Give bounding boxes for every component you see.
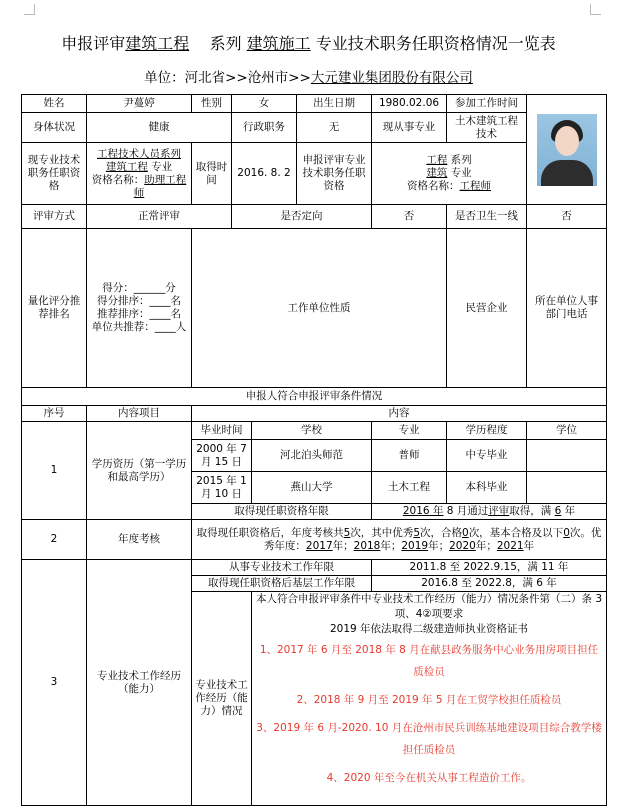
current-qual-value <box>87 143 192 205</box>
annual-excellent: 5 <box>413 526 420 539</box>
review-method-value: 正常评审 <box>87 205 232 229</box>
unit-company: 大元建业集团股份有限公司 <box>310 70 473 86</box>
exp-detail-content <box>252 592 607 806</box>
score-order-unit: 名 <box>170 295 181 307</box>
annual-text-2: 次，其中优秀 <box>350 526 414 539</box>
current-qual-series: 工程技术人员系列 <box>97 147 181 160</box>
annual-year-suffix: 年 <box>332 539 344 552</box>
exp-item-1: 1、2017 年 6 月至 2018 年 8 月在献县政务服务中心业务用房项目担任质检员 <box>259 644 599 678</box>
section-header: 申报人符合申报评审条件情况 <box>22 388 607 406</box>
name-value: 尹蔓婷 <box>87 95 192 113</box>
qual-years-month: 8 月通过 <box>446 505 489 517</box>
admin-post-label: 行政职务 <box>232 113 297 143</box>
annual-text-4: 次，基本合格及以下 <box>468 526 564 539</box>
current-major-value: 土木建筑工程技术 <box>447 113 527 143</box>
score-rank-fields: 得分：______分 得分排序：____名 推荐排序：____名 单位共推荐：____人 <box>87 229 192 388</box>
exp-row-1 <box>22 560 607 576</box>
annual-year-suffix: 年 <box>475 539 487 552</box>
title-suffix: 专业技术职务任职资格情况一览表 <box>315 34 556 53</box>
edu-item: 学历资历（第一学历和最高学历） <box>87 422 192 520</box>
apply-qual-label: 申报评审专业技术职务任职资格 <box>297 143 372 205</box>
title-prefix: 申报评审 <box>61 34 126 53</box>
qual-years-mid: 取得，满 <box>509 505 552 517</box>
annual-text-1: 取得现任职资格后，年度考核共 <box>196 526 344 539</box>
score-row <box>22 229 607 388</box>
score-rank-label: 量化评分推荐排名 <box>22 229 87 388</box>
annual-year: 2018 <box>353 539 381 552</box>
edu-1-level: 中专毕业 <box>447 440 527 472</box>
current-major-label: 现从事专业 <box>372 113 447 143</box>
title-mid: 系列 <box>209 34 242 53</box>
exp-item: 专业技术工作经历（能力） <box>87 560 192 806</box>
health-label: 身体状况 <box>22 113 87 143</box>
annual-pass: 0 <box>462 526 469 539</box>
title-field-series: 建筑工程 <box>125 34 190 53</box>
unit-province: 河北省 <box>184 70 226 86</box>
edu-no: 1 <box>22 422 87 520</box>
score-unit: 分 <box>165 282 176 294</box>
exp-years-value: 2011.8 至 2022.9.15，满 11 年 <box>372 560 607 576</box>
edu-1-school: 河北泊头师范 <box>252 440 372 472</box>
apply-qual-name-label: 资格名称： <box>407 180 460 192</box>
col-content: 内容 <box>192 406 607 422</box>
current-qual-label: 现专业技术职务任职资格 <box>22 143 87 205</box>
exp-certificate: 2019 年依法取得二级建造师执业资格证书 <box>329 623 529 635</box>
annual-no: 2 <box>22 520 87 560</box>
annual-year: 2021 <box>496 539 524 552</box>
edu-2-major: 土木工程 <box>372 472 447 504</box>
unit-sep: >> <box>225 70 248 86</box>
recommend-total-unit: 人 <box>175 321 187 333</box>
exp-detail-label: 专业技术工作经历（能力）情况 <box>192 592 252 806</box>
annual-text-5: 次。优秀年度： <box>263 526 602 552</box>
exp-item-2: 2、2018 年 9 月至 2019 年 5 月在工贸学校担任质检员 <box>296 694 562 706</box>
corner-mark-top-right <box>590 4 601 15</box>
score-order-label: 得分排序： <box>97 295 150 307</box>
current-qual-name: 助理工程师 <box>133 173 187 199</box>
annual-year: 2017 <box>305 539 333 552</box>
exp-statement: 本人符合申报评审条件中专业技术工作经历（能力）情况条件第（二）条 3 项、4②项要求 <box>255 593 603 620</box>
recommend-total-label: 单位共推荐： <box>91 321 155 333</box>
annual-total: 5 <box>343 526 351 539</box>
section-header-row <box>22 388 607 406</box>
basic-row-2 <box>22 113 607 143</box>
health-value: 健康 <box>87 113 232 143</box>
unit-line <box>0 70 617 86</box>
edu-2-degree <box>527 472 607 504</box>
annual-year: 2020 <box>449 539 476 552</box>
edu-header-row <box>22 422 607 440</box>
annual-year-suffix: 年 <box>380 539 391 552</box>
column-header-row <box>22 406 607 422</box>
photo-cell <box>527 95 607 205</box>
qual-years-unit: 年 <box>564 505 576 517</box>
unit-nature-label: 工作单位性质 <box>192 229 447 388</box>
name-label: 姓名 <box>22 95 87 113</box>
birth-label: 出生日期 <box>297 95 372 113</box>
edu-col-school: 学校 <box>252 422 372 440</box>
edu-1-major: 普师 <box>372 440 447 472</box>
exp-item-4: 4、2020 年至今在机关从事工程造价工作。 <box>326 772 532 784</box>
annual-item: 年度考核 <box>87 520 192 560</box>
qual-years-value <box>372 504 607 520</box>
unit-label: 单位： <box>144 70 185 86</box>
corner-mark-top-left <box>24 4 35 15</box>
apply-series-suffix: 系列 <box>450 154 472 166</box>
obtain-time-label: 取得时间 <box>192 143 232 205</box>
apply-major: 建筑 <box>426 167 448 179</box>
title-field-major: 建筑施工 <box>246 34 311 53</box>
qual-years-count: 6 <box>554 505 562 517</box>
annual-content: 取得现任职资格后，年度考核共5次，其中优秀5次，合格0次，基本合格及以下0次。优秀年度：2017年；2018年；2019年；2020年；2021年 <box>192 520 607 560</box>
grassroots-years-value: 2016.8 至 2022.8，满 6 年 <box>372 576 607 592</box>
apply-qual-name: 工程师 <box>459 180 491 192</box>
edu-2-level: 本科毕业 <box>447 472 527 504</box>
edu-1-time: 2000 年 7 月 15 日 <box>192 440 252 472</box>
annual-year-suffix: 年 <box>428 539 439 552</box>
qual-years-label: 取得现任职资格年限 <box>192 504 372 520</box>
col-item: 内容项目 <box>87 406 192 422</box>
edu-2-school: 燕山大学 <box>252 472 372 504</box>
directed-value: 否 <box>372 205 447 229</box>
gender-label: 性别 <box>192 95 232 113</box>
qual-years-year: 2016 年 <box>402 505 444 517</box>
photo-body <box>541 160 593 186</box>
annual-text-3: 次，合格 <box>420 526 462 539</box>
apply-series: 工程 <box>426 154 448 166</box>
current-qual-major: 建筑工程 <box>105 160 148 173</box>
admin-post-value: 无 <box>297 113 372 143</box>
annual-year-suffix: 年 <box>523 539 535 552</box>
annual-year: 2019 <box>401 539 429 552</box>
recommend-order-unit: 名 <box>170 308 181 320</box>
exp-years-label: 从事专业技术工作年限 <box>192 560 372 576</box>
photo-face <box>555 126 579 156</box>
hr-phone-label: 所在单位人事部门电话 <box>527 229 607 388</box>
unit-sep2: >> <box>288 70 311 86</box>
col-no: 序号 <box>22 406 87 422</box>
apply-major-suffix: 专业 <box>450 167 472 179</box>
gender-value: 女 <box>232 95 297 113</box>
edu-col-level: 学历程度 <box>447 422 527 440</box>
exp-item-3: 3、2019 年 6 月-2020. 10 月在沧州市民兵训练基地建设项目综合教学楼担任质检员 <box>256 722 602 756</box>
qualification-table <box>21 94 607 806</box>
page-title <box>0 34 617 54</box>
annual-basic: 0 <box>563 526 570 539</box>
current-qual-name-label: 资格名称： <box>91 173 145 186</box>
edu-2-time: 2015 年 1 月 10 日 <box>192 472 252 504</box>
applicant-photo <box>537 114 597 186</box>
unit-city: 沧州市 <box>247 70 289 86</box>
qual-years-method: 评审 <box>488 505 510 517</box>
qualification-row <box>22 143 607 205</box>
obtain-time-value: 2016. 8. 2 <box>232 143 297 205</box>
health-frontline-value: 否 <box>527 205 607 229</box>
edu-col-degree: 学位 <box>527 422 607 440</box>
current-qual-major-suffix: 专业 <box>151 160 173 173</box>
review-method-label: 评审方式 <box>22 205 87 229</box>
grassroots-years-label: 取得现任职资格后基层工作年限 <box>192 576 372 592</box>
work-start-label: 参加工作时间 <box>447 95 527 113</box>
annual-row <box>22 520 607 560</box>
edu-col-major: 专业 <box>372 422 447 440</box>
basic-row-1 <box>22 95 607 113</box>
birth-value: 1980.02.06 <box>372 95 447 113</box>
edu-1-degree <box>527 440 607 472</box>
recommend-order-label: 推荐排序： <box>97 308 150 320</box>
exp-no: 3 <box>22 560 87 806</box>
health-frontline-label: 是否卫生一线 <box>447 205 527 229</box>
apply-qual-value <box>372 143 527 205</box>
score-label: 得分： <box>102 282 134 294</box>
directed-label: 是否定向 <box>232 205 372 229</box>
edu-col-time: 毕业时间 <box>192 422 252 440</box>
unit-nature-value: 民营企业 <box>447 229 527 388</box>
review-row <box>22 205 607 229</box>
